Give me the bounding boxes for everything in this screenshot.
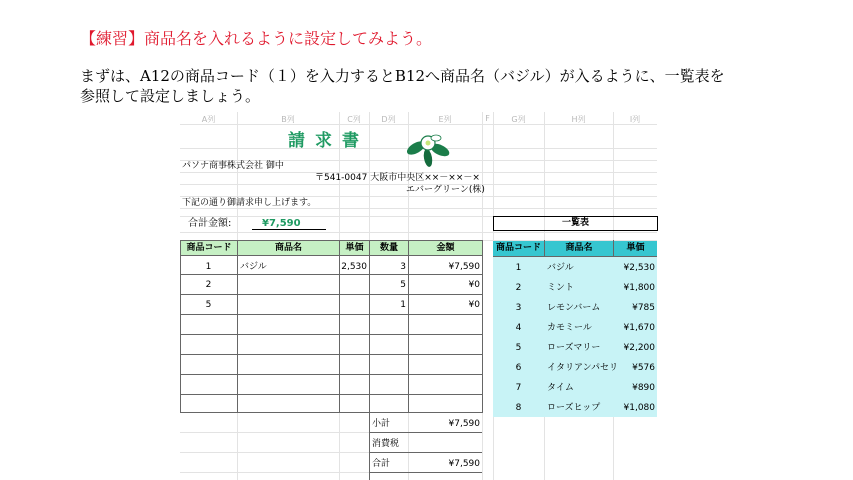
- lookup-code[interactable]: 7: [515, 383, 522, 393]
- instruction-text: [80, 66, 800, 106]
- lookup-price[interactable]: ¥576: [632, 363, 655, 373]
- column-header-a: A列: [201, 115, 216, 124]
- instruction-line-2: 参照して設定しましょう。: [80, 87, 261, 105]
- lookup-price[interactable]: ¥2,200: [623, 343, 655, 353]
- sender-address[interactable]: 〒541-0047 大阪市中央区××－××－×: [315, 173, 480, 183]
- lookup-price[interactable]: ¥785: [632, 303, 655, 313]
- column-header-e: E列: [438, 115, 452, 124]
- subtotal-label[interactable]: 小計: [372, 419, 391, 429]
- spreadsheet: [180, 112, 657, 480]
- lookup-price[interactable]: ¥1,670: [623, 323, 655, 333]
- invoice-qty[interactable]: 1: [400, 300, 406, 310]
- column-header-g: G列: [511, 115, 526, 124]
- lookup-product-name[interactable]: ローズマリー: [547, 343, 601, 353]
- invoice-amount[interactable]: ¥7,590: [448, 262, 480, 272]
- lookup-product-name[interactable]: カモミール: [547, 323, 592, 333]
- invoice-code[interactable]: 5: [205, 300, 212, 310]
- lookup-code[interactable]: 2: [515, 283, 522, 293]
- total-amount-value[interactable]: ¥7,590: [262, 218, 301, 229]
- invoice-qty[interactable]: 3: [400, 262, 406, 272]
- invoice-header-qty[interactable]: 数量: [370, 241, 408, 255]
- flower-decoration: [405, 135, 451, 168]
- lookup-title: 一覧表: [561, 218, 589, 228]
- lookup-product-name[interactable]: イタリアンパセリ: [547, 363, 619, 373]
- invoice-header-price[interactable]: 単価: [340, 241, 369, 255]
- lookup-product-name[interactable]: タイム: [547, 383, 574, 393]
- lookup-price[interactable]: ¥890: [632, 383, 655, 393]
- invoice-amount[interactable]: ¥0: [468, 300, 480, 310]
- lookup-code[interactable]: 1: [515, 263, 522, 273]
- lookup-price[interactable]: ¥1,800: [623, 283, 655, 293]
- invoice-qty[interactable]: 5: [400, 280, 406, 290]
- lookup-price[interactable]: ¥2,530: [623, 263, 655, 273]
- lookup-code[interactable]: 6: [515, 363, 522, 373]
- lookup-code[interactable]: 8: [515, 403, 522, 413]
- lookup-header-code[interactable]: 商品コード: [493, 241, 544, 256]
- column-header-c: C列: [347, 115, 361, 124]
- invoice-header-name[interactable]: 商品名: [238, 241, 339, 255]
- lookup-header-price[interactable]: 単価: [614, 241, 657, 256]
- column-header-d: D列: [381, 115, 396, 124]
- lookup-product-name[interactable]: バジル: [547, 263, 574, 273]
- invoice-note[interactable]: 下記の通り御請求申し上げます。: [182, 198, 317, 208]
- lookup-code[interactable]: 4: [515, 323, 522, 333]
- invoice-code[interactable]: 2: [205, 280, 212, 290]
- lookup-product-name[interactable]: レモンバーム: [547, 303, 601, 313]
- invoice-title: 請求書: [288, 131, 369, 151]
- column-header-i: I列: [629, 115, 641, 124]
- invoice-product-name[interactable]: バジル: [240, 262, 267, 272]
- lookup-code[interactable]: 3: [515, 303, 522, 313]
- invoice-code[interactable]: 1: [205, 262, 212, 272]
- invoice-header-amount[interactable]: 金額: [409, 241, 482, 255]
- invoice-header-code[interactable]: 商品コード: [181, 241, 237, 255]
- sender-company[interactable]: エバーグリーン(株): [406, 185, 485, 195]
- instruction-line-1: まずは、A12の商品コード（１）を入力するとB12へ商品名（バジル）が入るように、一覧表を: [80, 67, 725, 85]
- lookup-product-name[interactable]: ミント: [547, 283, 575, 293]
- subtotal-value[interactable]: ¥7,590: [448, 419, 480, 429]
- lookup-title-cell[interactable]: [493, 216, 658, 231]
- invoice-price[interactable]: 2,530: [341, 262, 367, 272]
- lookup-product-name[interactable]: ローズヒップ: [547, 403, 601, 413]
- column-header-f: F: [485, 114, 490, 123]
- grand-total-label[interactable]: 合計: [372, 459, 391, 469]
- total-amount-label[interactable]: 合計金額:: [188, 218, 232, 229]
- lookup-code[interactable]: 5: [515, 343, 522, 353]
- slide-heading: 【練習】商品名を入れるように設定してみよう。: [80, 29, 433, 48]
- column-header-h: H列: [571, 115, 586, 124]
- lookup-price[interactable]: ¥1,080: [623, 403, 655, 413]
- customer-name[interactable]: パソナ商事株式会社 御中: [182, 161, 284, 171]
- tax-label[interactable]: 消費税: [372, 439, 400, 449]
- column-header-b: B列: [281, 115, 295, 124]
- invoice-amount[interactable]: ¥0: [468, 280, 480, 290]
- grand-total-value[interactable]: ¥7,590: [448, 459, 480, 469]
- lookup-header-name[interactable]: 商品名: [545, 241, 613, 256]
